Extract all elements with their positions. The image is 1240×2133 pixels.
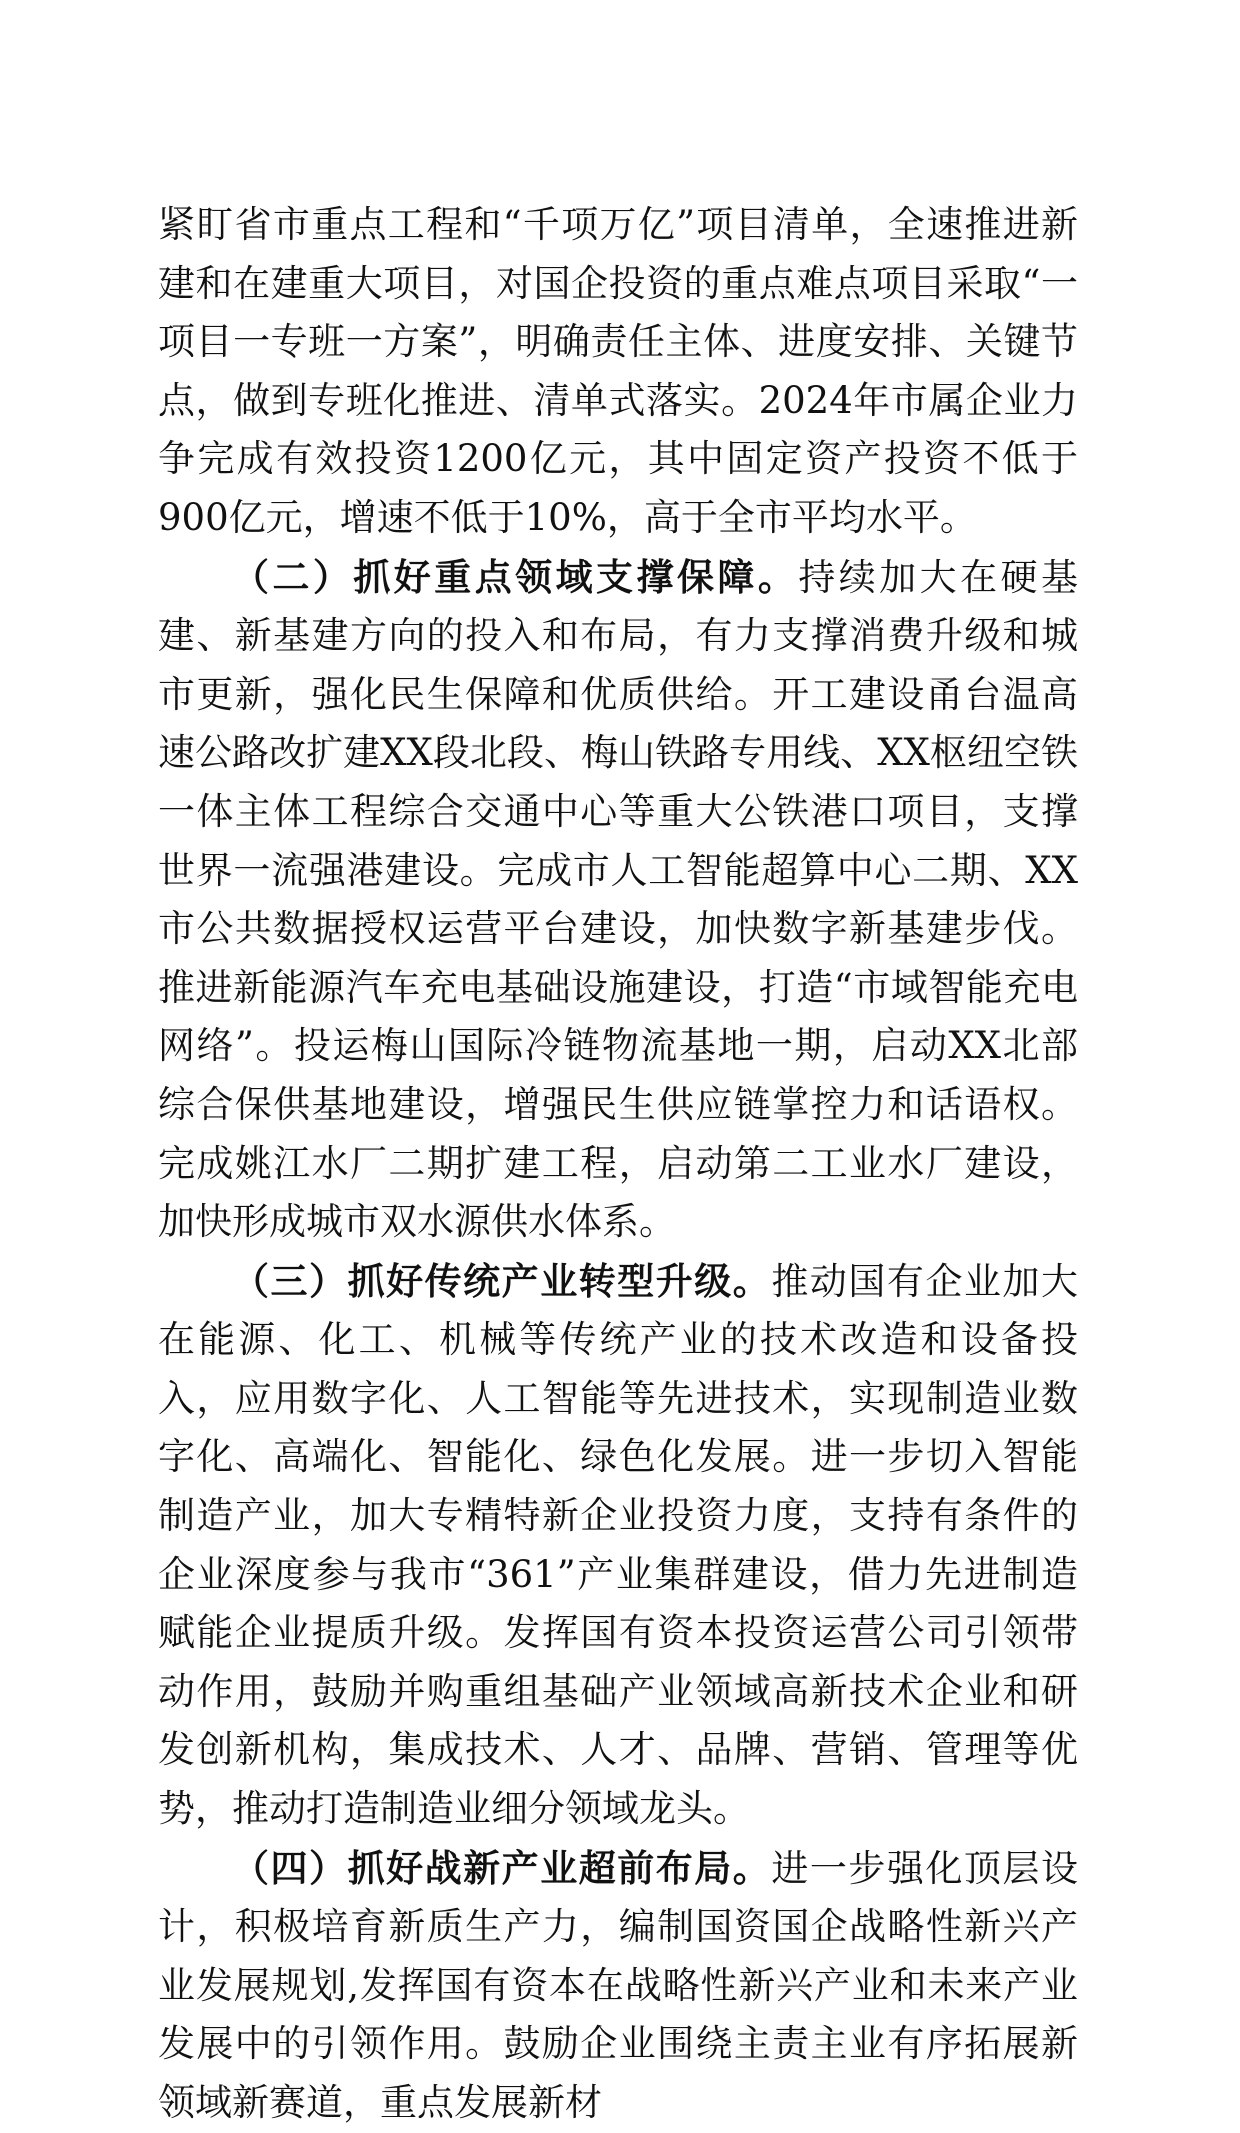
paragraph-2-text: 持续加大在硬基建、新基建方向的投入和布局，有力支撑消费升级和城市更新，强化民生保障和优质供给。开工建设甬台温高速公路改扩建XX段北段、梅山铁路专用线、XX枢纽空铁一体主体工程综合交通中心等重大公铁港口项目，支撑世界一流强港建设。完成市人工智能超算中心二期、XX市公共数据授权运营平台建设，加快数字新基建步伐。推进新能源汽车充电基础设施建设，打造“市域智能充电网络”。投运梅山国际冷链物流基地一期，启动XX北部综合保供基地建设，增强民生供应链掌控力和话语权。完成姚江水厂二期扩建工程，启动第二工业水厂建设，加快形成城市双水源供水体系。 [158,555,1079,1244]
paragraph-1-text: 紧盯省市重点工程和“千项万亿”项目清单，全速推进新建和在建重大项目，对国企投资的重点难点项目采取“一项目一专班一方案”，明确责任主体、进度安排、关键节点，做到专班化推进、清单式落实。2024年市属企业力争完成有效投资1200亿元，其中固定资产投资不低于900亿元，增速不低于10%，高于全市平均水平。 [158,203,1078,539]
section-heading-3: （三）抓好传统产业转型升级。 [232,1258,772,1303]
document-page [158,196,1078,2133]
paragraph-4 [158,1839,1078,2133]
paragraph-1 [158,196,1078,548]
paragraph-4-text: 进一步强化顶层设计，积极培育新质生产力，编制国资国企战略性新兴产业发展规划,发挥国有资本在战略性新兴产业和未来产业发展中的引领作用。鼓励企业围绕主责主业有序拓展新领域新赛道，重点发展新材 [158,1846,1079,2124]
paragraph-3-text: 推动国有企业加大在能源、化工、机械等传统产业的技术改造和设备投入，应用数字化、人工智能等先进技术，实现制造业数字化、高端化、智能化、绿色化发展。进一步切入智能制造产业，加大专精特新企业投资力度，支持有条件的企业深度参与我市“361”产业集群建设，借力先进制造赋能企业提质升级。发挥国有资本投资运营公司引领带动作用，鼓励并购重组基础产业领域高新技术企业和研发创新机构，集成技术、人才、品牌、营销、管理等优势，推动打造制造业细分领域龙头。 [158,1259,1079,1831]
section-heading-2: （二）抓好重点领域支撑保障。 [232,554,799,599]
section-heading-4: （四）抓好战新产业超前布局。 [232,1845,772,1890]
paragraph-3 [158,1252,1078,1839]
paragraph-2 [158,548,1078,1252]
